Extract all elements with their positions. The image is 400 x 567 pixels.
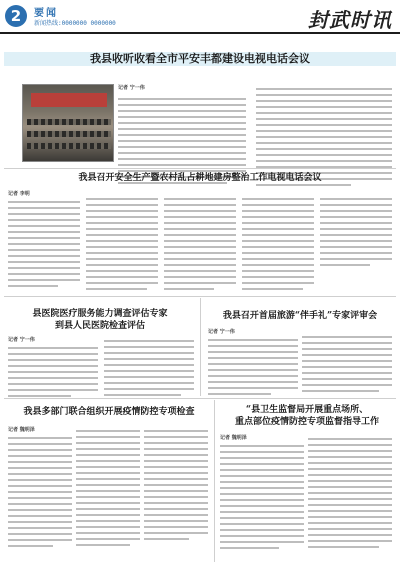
farmland-col4	[242, 194, 314, 290]
divider	[200, 298, 201, 396]
epidemic-byline: 记者 魏明泽	[8, 427, 35, 433]
divider	[4, 168, 396, 169]
tourism-byline: 记者 宁一伟	[208, 329, 235, 335]
divider	[4, 296, 396, 297]
epidemic-col1	[8, 426, 72, 547]
supervision-col2	[308, 434, 392, 548]
supervision-byline: 记者 魏明泽	[220, 435, 247, 441]
hospital-byline: 记者 宁一伟	[8, 337, 35, 343]
farmland-headline: 我县召开安全生产暨农村乱占耕地建房整治工作电视电话会议	[78, 173, 322, 183]
farmland-col1	[8, 190, 80, 287]
photo-stage	[31, 93, 107, 107]
supervision-headline-line2: 重点部位疫情防控专项监督指导工作	[234, 417, 379, 427]
divider	[4, 398, 396, 399]
photo-audience-row	[27, 119, 111, 125]
epidemic-col2	[76, 426, 140, 546]
masthead	[0, 0, 400, 34]
hospital-col2	[104, 336, 194, 396]
page-number-badge: 2	[5, 5, 27, 27]
farmland-byline: 记者 李明	[8, 191, 30, 197]
meeting-photo	[22, 84, 114, 162]
supervision-col1	[220, 434, 304, 549]
top-story-body-col2	[256, 84, 392, 186]
supervision-headline-line1: “县卫生监督局开展重点场所、	[245, 405, 369, 415]
tourism-col1	[208, 328, 298, 395]
tourism-headline: 我县召开首届旅游“伴手礼”专家评审会	[222, 311, 378, 321]
hospital-col1	[8, 336, 98, 397]
top-story-byline: 记者 宁一伟	[118, 85, 145, 91]
tourism-col2	[302, 332, 392, 392]
farmland-col2	[86, 194, 158, 290]
top-story-headline: 我县收听收看全市平安丰都建设电视电话会议	[90, 52, 310, 65]
epidemic-headline: 我县多部门联合组织开展疫情防控专项检查	[23, 407, 195, 417]
epidemic-col3	[144, 426, 208, 540]
photo-audience-row	[27, 131, 111, 137]
paper-name: 封武时讯	[308, 8, 392, 32]
top-story-body-col1	[118, 94, 246, 184]
farmland-col3	[164, 194, 236, 290]
section-name: 要闻	[34, 8, 58, 19]
top-story-headline-band	[4, 52, 396, 66]
farmland-col5	[320, 194, 392, 266]
divider	[214, 400, 215, 562]
photo-audience-row	[27, 143, 111, 149]
hospital-headline-line1: 县医院医疗服务能力调查评估专家	[32, 309, 168, 319]
issue-line: 新闻热线:0000000 0000000	[34, 20, 116, 27]
hospital-headline-line2: 到县人民医院检查评估	[54, 321, 145, 331]
